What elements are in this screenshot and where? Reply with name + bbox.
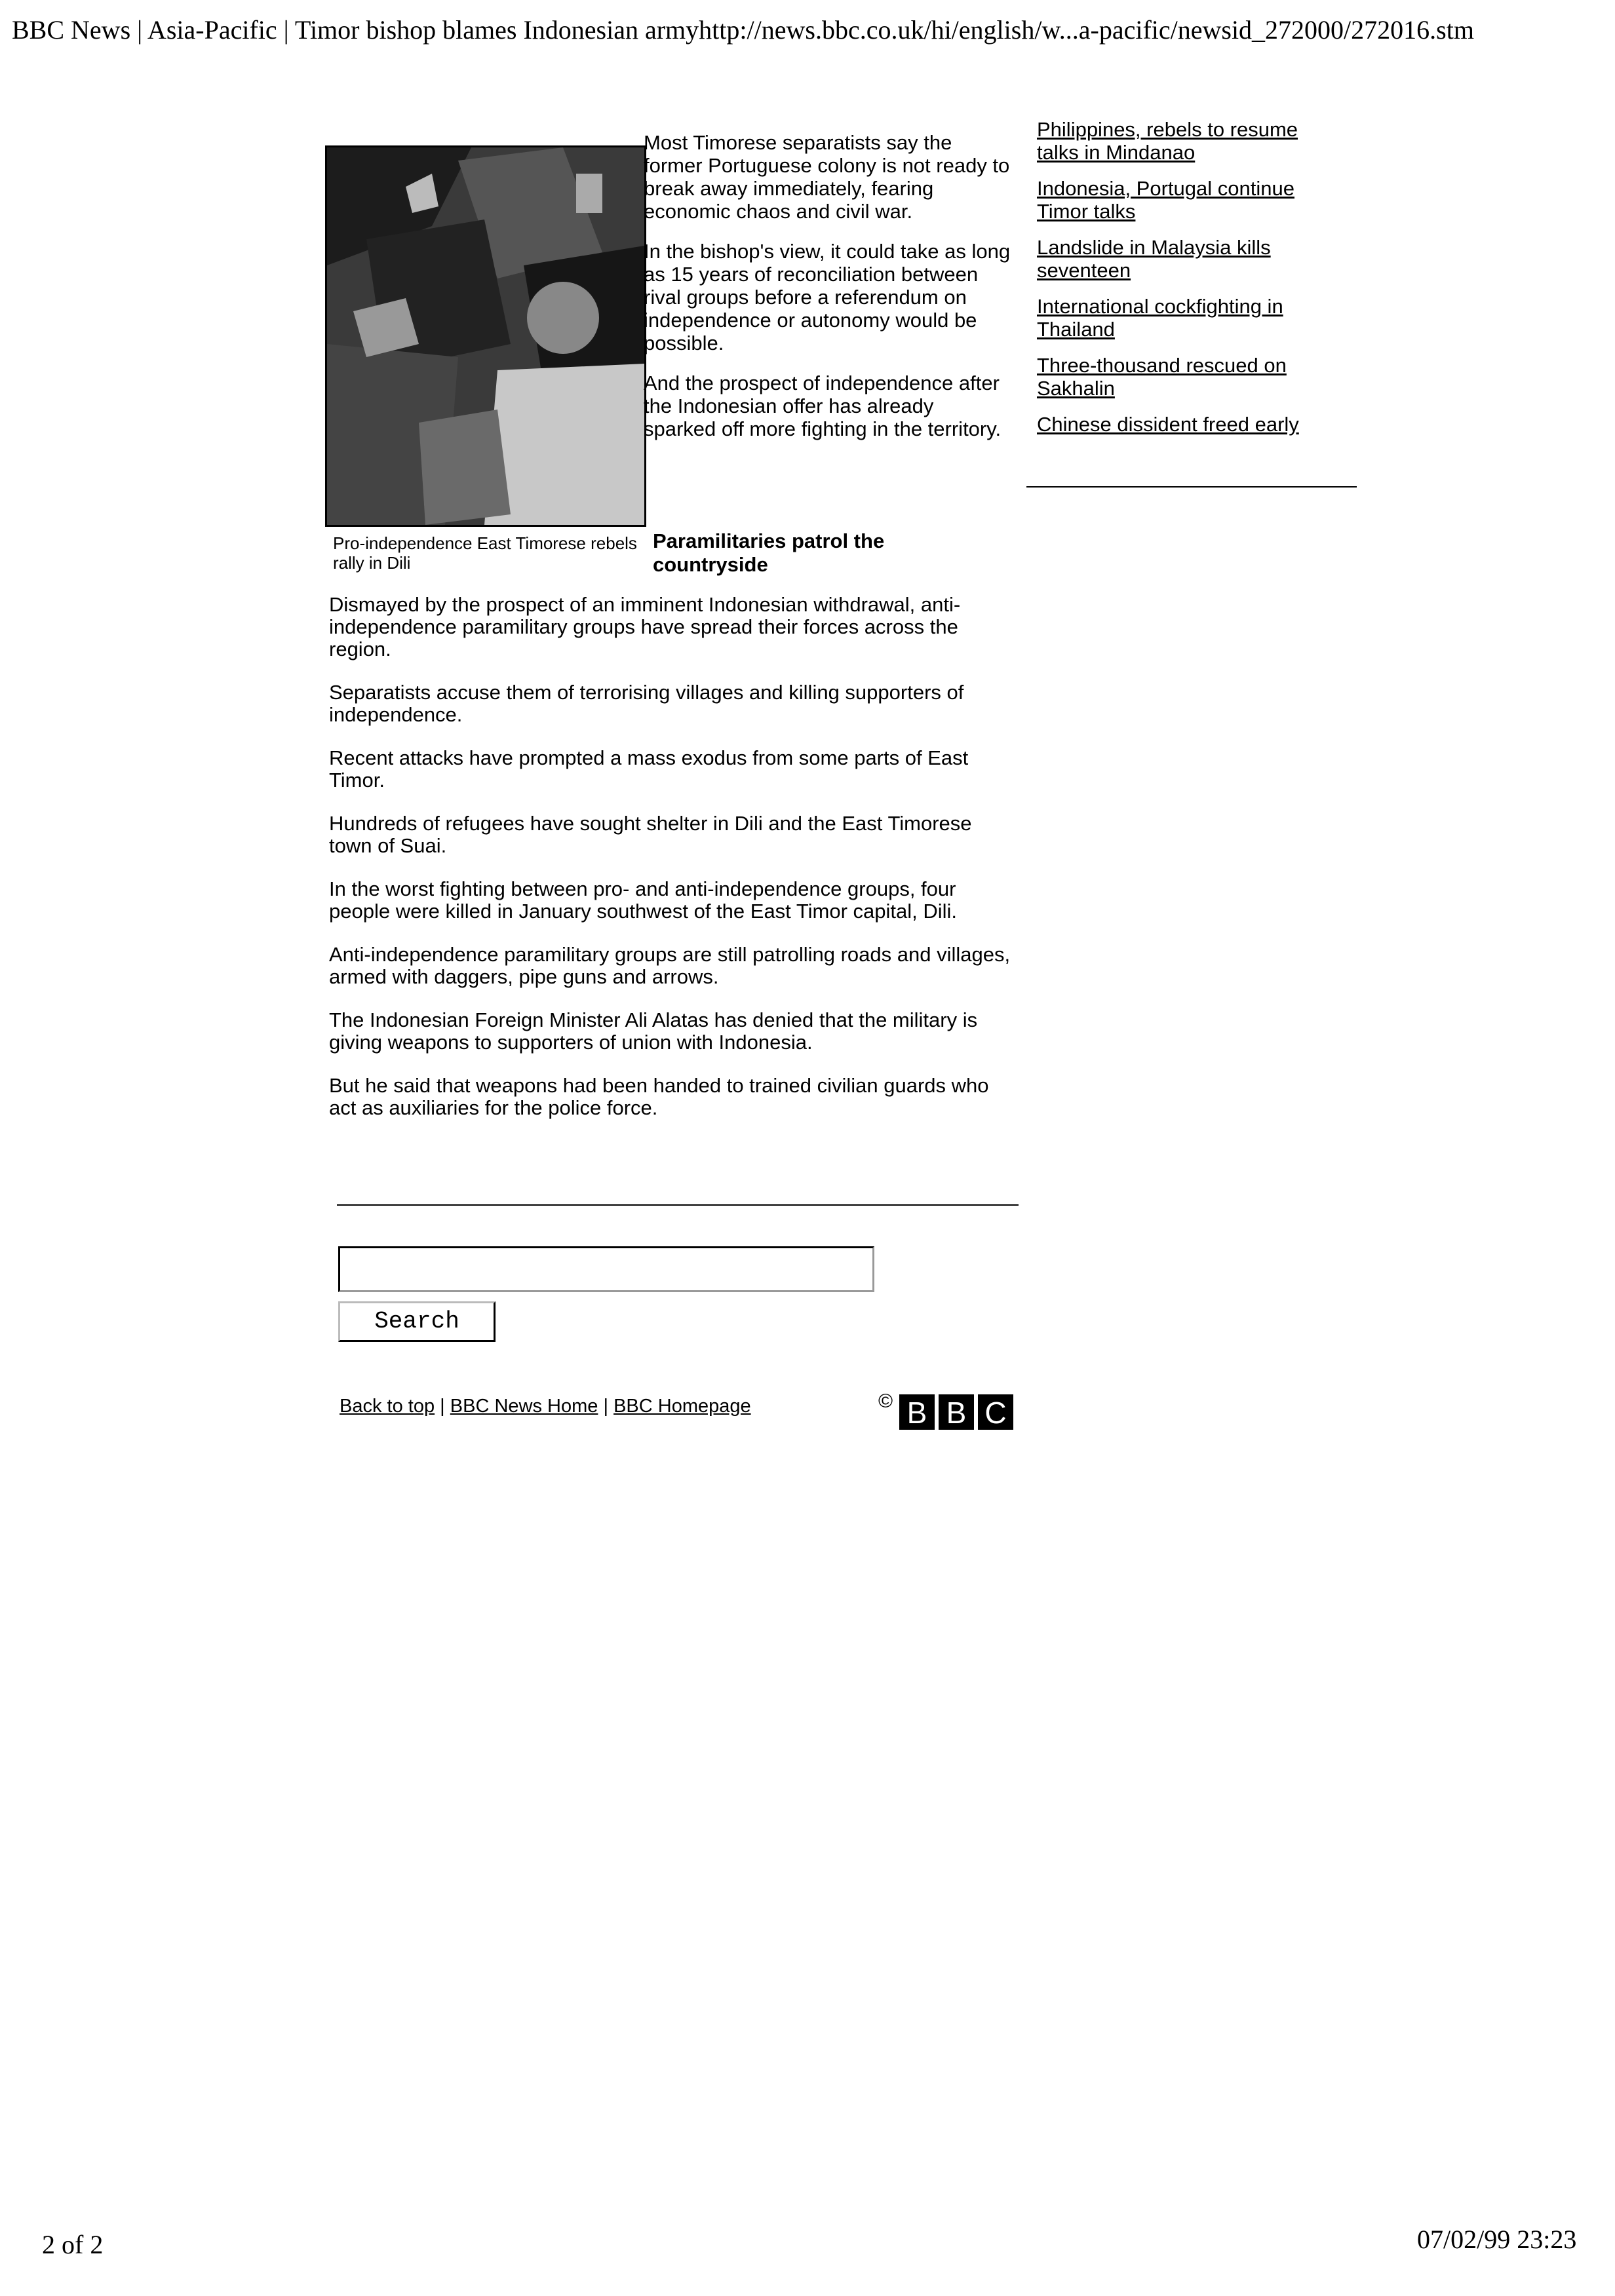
photo-caption: Pro-independence East Timorese rebels rally in Dili (333, 533, 637, 573)
related-item (1037, 413, 1345, 436)
article-body (329, 594, 1017, 1140)
article-photo (325, 145, 646, 527)
back-to-top-link[interactable]: Back to top (340, 1396, 435, 1417)
intro-paragraph: In the bishop's view, it could take as long as 15 years of reconciliation between rival groups before a referendum on independence or autonomy would be possible. (644, 240, 1011, 354)
print-header-title: BBC News | Asia-Pacific | Timor bishop blames Indonesian army (12, 15, 699, 45)
related-link[interactable]: Chinese dissident freed early (1037, 413, 1299, 436)
body-paragraph: The Indonesian Foreign Minister Ali Alatas has denied that the military is giving weapons to supporters of union with Indonesia. (329, 1008, 978, 1054)
body-paragraph: Separatists accuse them of terrorising villages and killing supporters of independence. (329, 681, 964, 726)
body-paragraph: But he said that weapons had been handed to trained civilian guards who act as auxiliaries for the police force. (329, 1074, 989, 1119)
related-link[interactable]: International cockfighting in Thailand (1037, 295, 1283, 341)
print-header (12, 13, 1598, 47)
bbc-logo-letter: B (939, 1394, 974, 1430)
news-home-link[interactable]: BBC News Home (450, 1396, 598, 1417)
article-divider (337, 1204, 1019, 1206)
footer-links (340, 1396, 864, 1417)
search-input[interactable] (338, 1246, 874, 1292)
bbc-homepage-link[interactable]: BBC Homepage (613, 1396, 751, 1417)
related-link[interactable]: Philippines, rebels to resume talks in Mindanao (1037, 118, 1298, 164)
related-item (1037, 177, 1345, 223)
footer-separator: | (440, 1396, 445, 1417)
body-paragraph: Dismayed by the prospect of an imminent Indonesian withdrawal, anti-independence paramilitary groups have spread their forces across the region. (329, 593, 961, 660)
body-paragraph: Recent attacks have prompted a mass exodus from some parts of East Timor. (329, 746, 969, 792)
related-item (1037, 295, 1345, 341)
photo-image (327, 147, 644, 525)
intro-paragraph: And the prospect of independence after the Indonesian offer has already sparked off more fighting in the territory. (644, 372, 1002, 440)
related-link[interactable]: Landslide in Malaysia kills seventeen (1037, 236, 1271, 282)
sidebar-divider (1026, 486, 1357, 488)
related-links (1037, 118, 1345, 449)
body-paragraph: Anti-independence paramilitary groups are still patrolling roads and villages, armed with daggers, pipe guns and arrows. (329, 943, 1011, 988)
related-item (1037, 236, 1345, 282)
copyright-icon[interactable]: © (878, 1390, 893, 1412)
print-timestamp: 07/02/99 23:23 (1417, 2225, 1577, 2254)
intro-text (644, 131, 1011, 457)
bbc-logo-letter: B (899, 1394, 935, 1430)
body-paragraph: Hundreds of refugees have sought shelter in Dili and the East Timorese town of Suai. (329, 812, 972, 857)
footer-separator: | (603, 1396, 608, 1417)
print-header-url: http://news.bbc.co.uk/hi/english/w...a-pacific/newsid_272000/272016.stm (699, 15, 1474, 45)
related-item (1037, 354, 1345, 400)
page-number: 2 of 2 (42, 2230, 104, 2259)
section-subheading: Paramilitaries patrol the countryside (653, 529, 885, 576)
related-link[interactable]: Three-thousand rescued on Sakhalin (1037, 354, 1287, 400)
bbc-logo (899, 1394, 1013, 1430)
related-link[interactable]: Indonesia, Portugal continue Timor talks (1037, 177, 1294, 223)
body-paragraph: In the worst fighting between pro- and anti-independence groups, four people were killed in January southwest of the East Timor capital, Dili. (329, 877, 958, 923)
intro-paragraph: Most Timorese separatists say the former Portuguese colony is not ready to break away immediately, fearing economic chaos and civil war. (644, 131, 1010, 223)
bbc-logo-letter: C (978, 1394, 1013, 1430)
search-button[interactable]: Search (338, 1301, 496, 1342)
related-item (1037, 118, 1345, 164)
